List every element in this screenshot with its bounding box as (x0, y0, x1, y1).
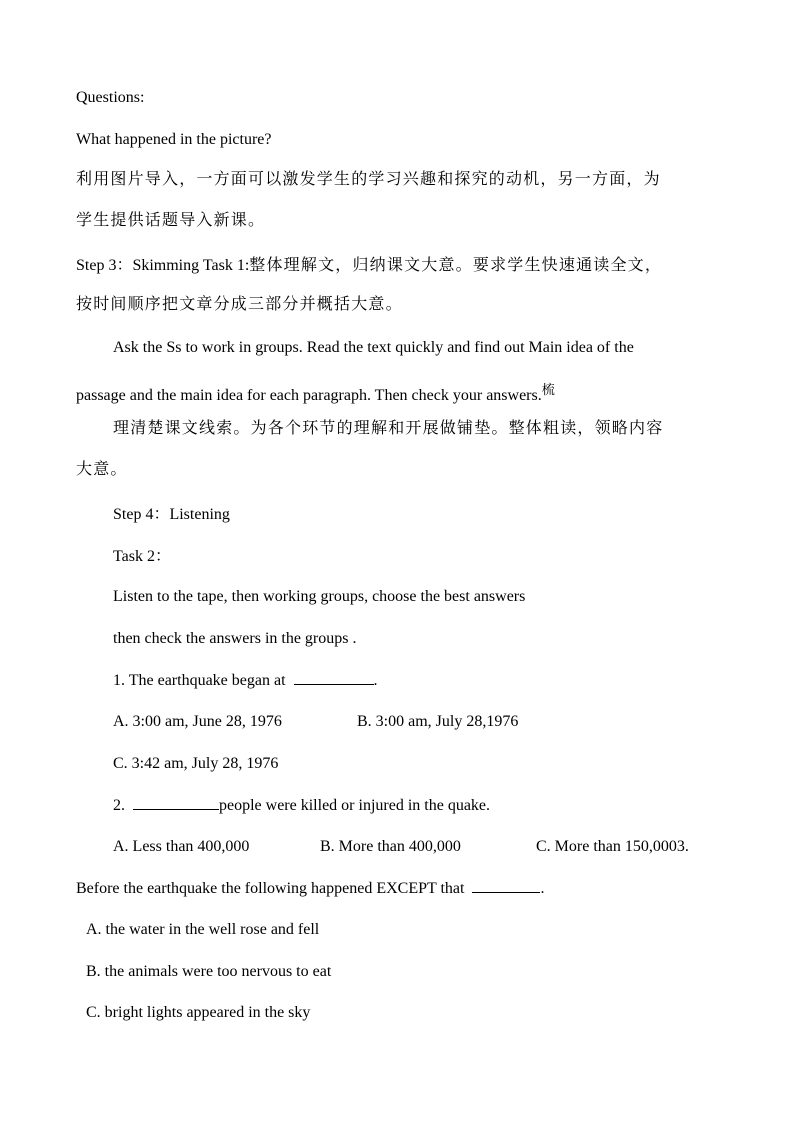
question-1-period: . (373, 672, 378, 689)
question-2-option-a: A. Less than 400,000 (113, 838, 250, 855)
step-3-label: Step 3：Skimming Task 1: (76, 257, 250, 274)
note-1-line-2: 学生提供话题导入新课。 (76, 210, 266, 229)
step-4-label: Step 4：Listening (113, 506, 230, 523)
question-2-option-b: B. More than 400,000 (320, 838, 461, 855)
question-2-number: 2. (113, 797, 125, 814)
question-2-blank (133, 795, 219, 810)
question-2-option-c: C. More than 150,0003. (536, 838, 689, 855)
question-1-stem (113, 670, 378, 691)
task-2-label: Task 2： (113, 548, 171, 565)
question-3-blank (472, 878, 540, 893)
task-2-instruction-line-2: then check the answers in the groups . (113, 630, 357, 647)
question-3-option-c: C. bright lights appeared in the sky (86, 1004, 311, 1021)
question-1-text: 1. The earthquake began at (113, 672, 286, 689)
question-1-option-c: C. 3:42 am, July 28, 1976 (113, 755, 279, 772)
note-2-line-1: 理清楚课文线索。为各个环节的理解和开展做铺垫。整体粗读，领略内容 (113, 418, 664, 437)
task-2-instruction-line-1: Listen to the tape, then working groups, choose the best answers (113, 588, 526, 605)
question-1: What happened in the picture? (76, 131, 272, 148)
task-1-instruction-text: passage and the main idea for each paragraph. Then check your answers. (76, 387, 542, 404)
task-1-note-start: 梳 (541, 383, 555, 398)
step-3-line (76, 255, 662, 276)
task-1-instruction-line-2 (76, 381, 555, 406)
questions-heading: Questions: (76, 89, 145, 106)
question-3-option-a: A. the water in the well rose and fell (86, 921, 320, 938)
step-3-description: 整体理解文，归纳课文大意。要求学生快速通读全文， (249, 255, 663, 274)
question-2-text: people were killed or injured in the quake. (219, 797, 491, 814)
note-2-line-2: 大意。 (76, 459, 128, 478)
question-2-stem (113, 795, 490, 816)
question-1-blank (294, 670, 374, 685)
question-1-option-a: A. 3:00 am, June 28, 1976 (113, 713, 282, 730)
question-3-option-b: B. the animals were too nervous to eat (86, 963, 332, 980)
question-1-option-b: B. 3:00 am, July 28,1976 (357, 713, 519, 730)
note-1-line-1: 利用图片导入，一方面可以激发学生的学习兴趣和探究的动机，另一方面，为 (76, 169, 661, 188)
step-3-description-line-2: 按时间顺序把文章分成三部分并概括大意。 (76, 294, 403, 313)
question-3-text: Before the earthquake the following happened EXCEPT that (76, 880, 465, 897)
task-1-instruction-line-1: Ask the Ss to work in groups. Read the text quickly and find out Main idea of the (113, 339, 634, 356)
question-3-stem (76, 878, 544, 899)
question-3-period: . (540, 880, 545, 897)
